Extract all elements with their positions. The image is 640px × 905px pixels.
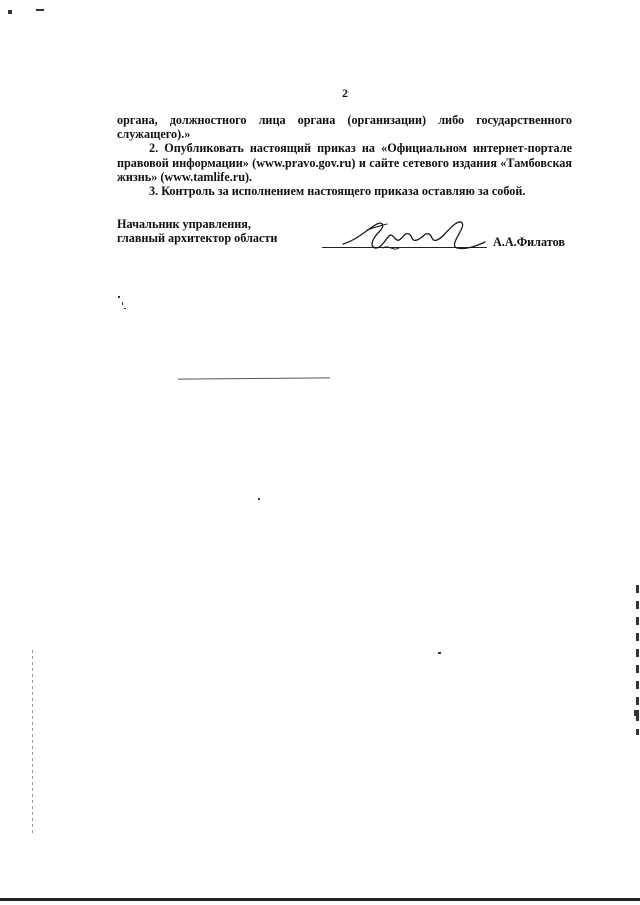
- scan-speck: [118, 296, 120, 298]
- scan-corner-mark: [8, 10, 12, 14]
- paragraph-publication: 2. Опубликовать настоящий приказ на «Официальном интернет-портале правовой информации» (www.pravo.gov.ru) и сайте сетевого издания «Тамбовская жизнь» (www.tamlife.ru).: [117, 141, 572, 184]
- signer-position-line: главный архитектор области: [117, 230, 278, 245]
- stray-line: [178, 377, 330, 379]
- signer-position-line: Начальник управления,: [117, 217, 251, 231]
- scan-speck: [258, 498, 260, 500]
- scan-edge-noise: [32, 650, 33, 835]
- document-body: [117, 113, 572, 198]
- scan-bottom-edge: [0, 898, 640, 901]
- signature-block: [117, 218, 572, 278]
- scan-corner-mark: [36, 9, 44, 11]
- scan-edge-mark: [634, 710, 639, 716]
- handwritten-signature: [339, 218, 489, 258]
- paragraph-continuation: органа, должностного лица органа (организации) либо государственного служащего).»: [117, 113, 572, 142]
- scan-speck: [438, 652, 441, 654]
- paragraph-control: 3. Контроль за исполнением настоящего приказа оставляю за собой.: [149, 184, 526, 199]
- signer-name: А.А.Филатов: [493, 235, 565, 249]
- scan-speck: [124, 308, 126, 309]
- signer-position: [117, 218, 277, 245]
- scan-speck: [122, 302, 123, 305]
- page-number: 2: [342, 86, 348, 100]
